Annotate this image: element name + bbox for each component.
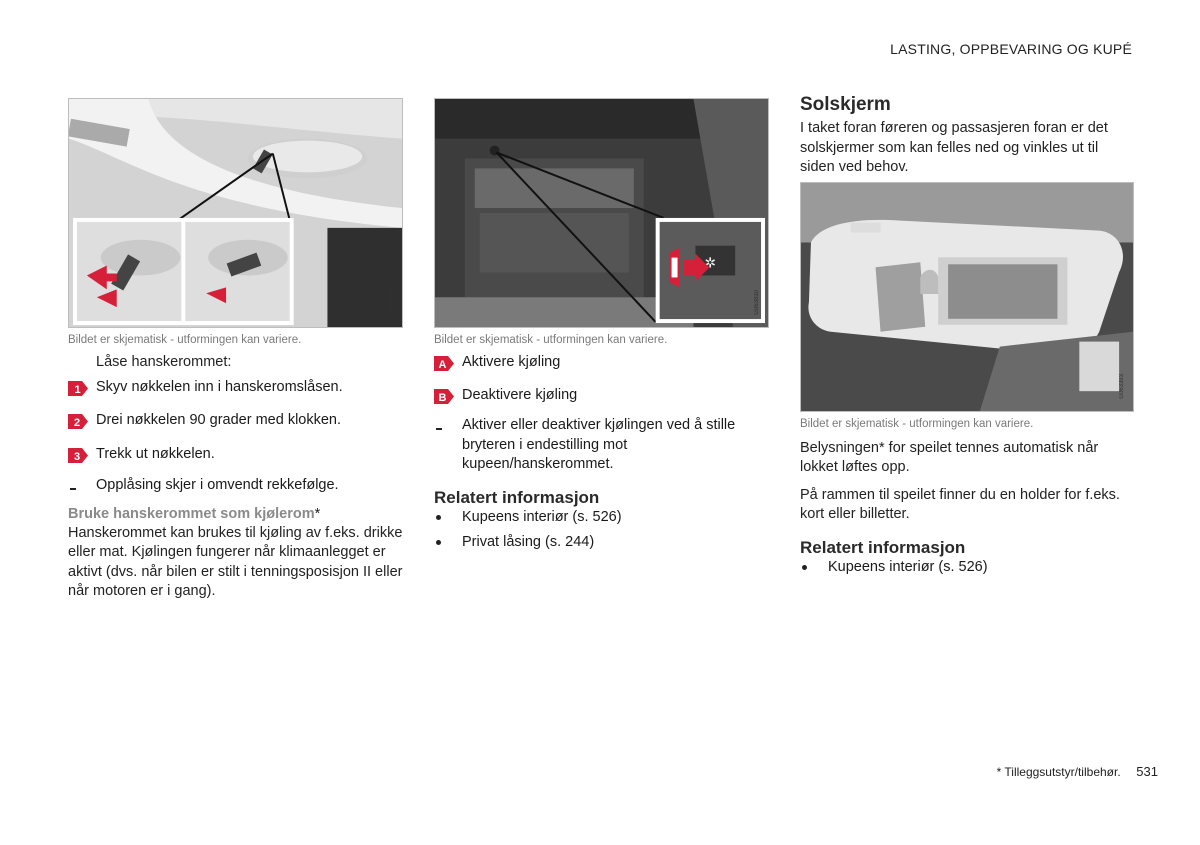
step-number-2-icon <box>68 414 88 429</box>
item-text: Deaktivere kjøling <box>462 386 578 403</box>
unlock-note: Opplåsing skjer i omvendt rekkefølge. <box>68 476 403 496</box>
cooling-subheading <box>68 505 403 523</box>
page-footer <box>997 764 1158 779</box>
column-glovebox-lock <box>68 98 403 602</box>
step-text: Skyv nøkkelen inn i hanskeromslåsen. <box>96 378 343 395</box>
callout-b-icon <box>434 389 454 404</box>
step-1 <box>68 378 403 398</box>
related-link-interior[interactable]: Kupeens interiør (s. 526) <box>434 508 769 528</box>
cooling-subheading-text: Bruke hanskerommet som kjølerom <box>68 505 315 522</box>
related-link-interior[interactable]: Kupeens interiør (s. 526) <box>800 558 1134 578</box>
svg-text:✲: ✲ <box>704 255 717 272</box>
mirror-holder-text: På rammen til speilet finner du en holder for f.eks. kort eller billetter. <box>800 486 1120 522</box>
column-sun-visor <box>800 94 1134 577</box>
step-number-3-icon <box>68 448 88 463</box>
step-number: 3 <box>74 450 81 463</box>
related-link-private-lock[interactable]: Privat låsing (s. 244) <box>434 533 769 553</box>
figure-code: G060213 <box>388 290 394 315</box>
cooling-body: Hanskerommet kan brukes til kjøling av f.eks. drikke eller mat. Kjølingen fungerer når klimaanlegget er aktivt (dvs. når bilen er stilt i tenningsposisjon II eller når motoren er i gang). <box>68 524 403 599</box>
step-number: 1 <box>74 383 81 396</box>
section-header: LASTING, OPPBEVARING OG KUPÉ <box>890 41 1132 57</box>
step-2 <box>68 411 403 431</box>
optional-equipment-star: * <box>314 505 321 522</box>
cooling-toggle-note: Aktiver eller deaktiver kjølingen ved å stille bryteren i endestilling mot kupeen/hanskerommet. <box>434 416 769 475</box>
step-3 <box>68 445 403 465</box>
callout-letter: B <box>438 391 447 404</box>
related-heading: Relatert informasjon <box>800 537 966 557</box>
mirror-lighting-text: Belysningen* for speilet tennes automatisk når lokket løftes opp. <box>800 439 1099 475</box>
figure-sun-visor <box>800 182 1134 412</box>
figure-glovebox-key <box>68 98 403 328</box>
figure-cooling-switch <box>434 98 769 328</box>
lock-intro: Låse hanskerommet: <box>96 354 232 370</box>
sun-visor-intro: I taket foran føreren og passasjeren foran er det solskjermer som kan felles ned og vinkles ut til siden ved behov. <box>800 120 1108 175</box>
step-text: Drei nøkkelen 90 grader med klokken. <box>96 412 342 428</box>
step-number: 2 <box>74 417 81 429</box>
page-number: 531 <box>1136 764 1158 779</box>
section-title: Solskjerm <box>800 94 891 115</box>
item-text: Aktivere kjøling <box>462 354 561 370</box>
callout-a-icon <box>434 356 454 371</box>
footnote: * Tilleggsutstyr/tilbehør. <box>996 765 1121 779</box>
figure-caption: Bildet er skjematisk - utformingen kan variere. <box>68 334 302 346</box>
figure-caption: Bildet er skjematisk - utformingen kan variere. <box>434 334 668 346</box>
step-number-1-icon <box>68 381 88 396</box>
figure-caption: Bildet er skjematisk - utformingen kan variere. <box>800 417 1034 430</box>
figure-code: G063830 <box>754 290 760 315</box>
callout-letter: A <box>438 359 447 371</box>
item-a <box>434 353 769 373</box>
item-b <box>434 386 769 406</box>
column-glovebox-cooling <box>434 98 769 553</box>
step-text: Trekk ut nøkkelen. <box>96 445 215 462</box>
figure-code: G063393 <box>1119 373 1125 399</box>
related-heading: Relatert informasjon <box>434 487 600 507</box>
